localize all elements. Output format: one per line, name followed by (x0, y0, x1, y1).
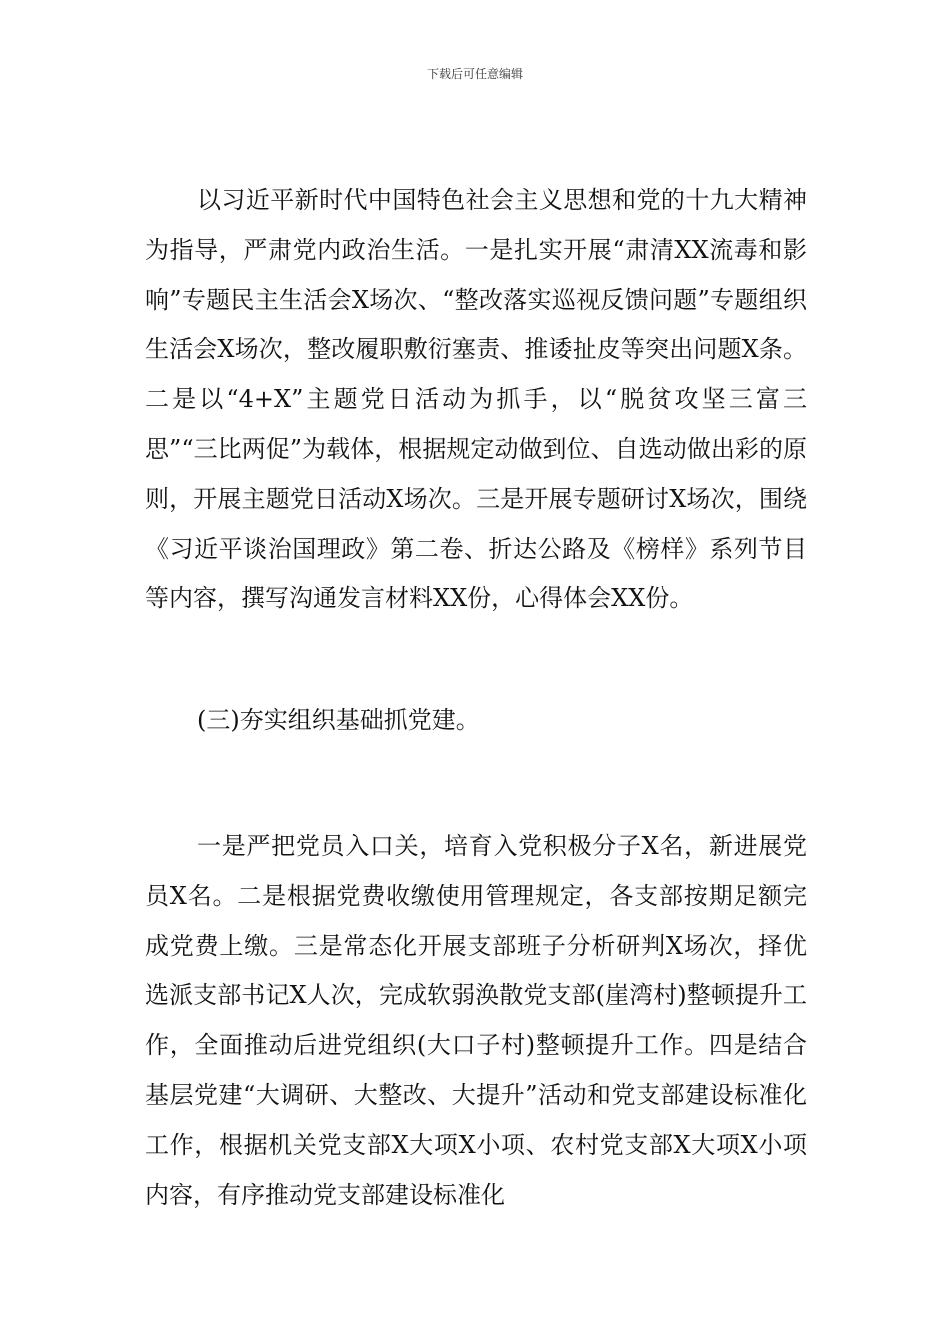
page-header-note: 下载后可任意编辑 (426, 67, 523, 81)
body-paragraph-1: 以习近平新时代中国特色社会主义思想和党的十九大精神为指导，严肃党内政治生活。一是扎实开展“肃清XX流毒和影响”专题民主生活会X场次、“整改落实巡视反馈问题”专题组织生活会X场次，整改履职敷衍塞责、推诿扯皮等突出问题X条。二是以“4+X”主题党日活动为抓手，以“脱贫攻坚三富三思”“三比两促”为载体，根据规定动做到位、自选动做出彩的原则，开展主题党日活动X场次。三是开展专题研讨X场次，围绕《习近平谈治国理政》第二卷、折达公路及《榜样》系列节目等内容，撰写沟通发言材料XX份，心得体会XX份。 (145, 186, 807, 613)
section-heading-3: (三)夯实组织基础抓党建。 (197, 706, 480, 734)
body-paragraph-2: 一是严把党员入口关，培育入党积极分子X名，新进展党员X名。二是根据党费收缴使用管理规定，各支部按期足额完成党费上缴。三是常态化开展支部班子分析研判X场次，择优选派支部书记X人次，完成软弱涣散党支部(崖湾村)整顿提升工作，全面推动后进党组织(大口子村)整顿提升工作。四是结合基层党建“大调研、大整改、大提升”活动和党支部建设标准化工作，根据机关党支部X大项X小项、农村党支部X大项X小项内容，有序推动党支部建设标准化 (145, 832, 807, 1209)
